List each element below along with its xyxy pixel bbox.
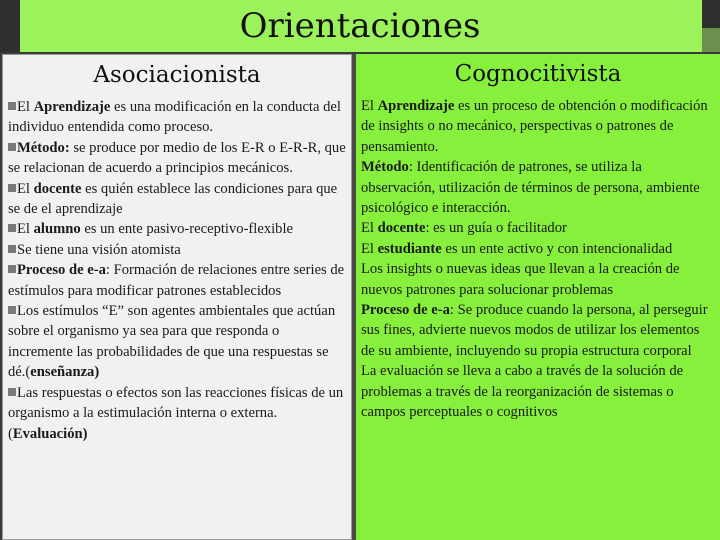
item-text: El [17, 180, 34, 197]
list-item [8, 179, 347, 220]
item-keyword: enseñanza) [30, 364, 100, 381]
list-item [361, 157, 714, 218]
list-item [361, 361, 714, 422]
item-keyword: Proceso de e-a [361, 302, 450, 319]
item-text: Los estímulos “E” son agentes ambientales que actúan sobre el organismo ya sea para que responda o incremente las probabilidades de que una respuestas se dé.( [8, 303, 336, 381]
item-text: : Identificación de patrones, se utiliza la observación, utilización de términos de persona, ambiente psicológico e interacción. [361, 159, 700, 217]
item-text: El [17, 99, 34, 115]
column-heading-right: Cognocitivista [454, 61, 622, 87]
item-text: es quién establece las condiciones para que se de el aprendizaje [8, 180, 338, 218]
item-keyword: docente [377, 220, 426, 237]
item-keyword: docente [33, 180, 82, 197]
list-item [8, 97, 347, 138]
page-title: Orientaciones [239, 6, 481, 46]
item-text: Las respuestas o efectos son las reacciones físicas de un organismo a la estimulación interna o externa.( [8, 384, 344, 442]
item-text: es un ente pasivo-receptivo-flexible [80, 221, 294, 238]
column-body-right [356, 92, 720, 423]
column-cognocitivista [356, 54, 720, 540]
square-bullet-icon [8, 245, 16, 253]
item-text: El [361, 220, 378, 237]
list-item [361, 218, 714, 238]
item-text: Los insights o nuevas ideas que llevan a la creación de nuevos patrones para solucionar problemas [361, 261, 680, 298]
square-bullet-icon [8, 388, 16, 396]
list-item [8, 138, 347, 179]
item-text: : Formación de relaciones entre series de estímulos para modificar patrones establecidos [8, 262, 345, 299]
square-bullet-icon [8, 184, 16, 192]
item-text: : Se produce cuando la persona, al perseguir sus fines, advierte nuevos modos de utilizar los elementos de su ambiente, incluyendo su propia estructura corporal [361, 302, 708, 359]
list-item [8, 301, 347, 383]
item-keyword: alumno [33, 221, 81, 238]
column-heading-left: Asociacionista [93, 62, 261, 88]
item-keyword: Aprendizaje [33, 99, 111, 115]
item-text: El [361, 240, 378, 257]
item-keyword: estudiante [377, 240, 442, 257]
item-keyword: Método: [17, 139, 70, 156]
list-item [361, 239, 714, 259]
item-keyword: Proceso de e-a [17, 262, 106, 279]
item-text: Se tiene una visión atomista [17, 241, 181, 258]
item-text: es una modificación en la conducta del individuo entendida como proceso. [8, 99, 341, 136]
square-bullet-icon [8, 102, 16, 110]
item-text: El [361, 98, 378, 114]
list-item [8, 383, 347, 444]
square-bullet-icon [8, 265, 16, 273]
column-body-left [3, 93, 351, 444]
item-text: se produce por medio de los E-R o E-R-R, que se relacionan de acuerdo a principios mecánicos. [8, 139, 346, 177]
item-text: es un proceso de obtención o modificación de insights o no mecánico, perspectivas o patrones de pensamiento. [361, 98, 708, 155]
list-item [361, 96, 714, 157]
item-text: La evaluación se lleva a cabo a través de la solución de problemas a través de la reorganización de sistemas o campos perceptuales o cognitivos [361, 363, 684, 421]
list-item [361, 300, 714, 361]
item-keyword: Aprendizaje [377, 98, 455, 114]
item-keyword: Evaluación) [12, 425, 88, 442]
item-text: El [17, 221, 34, 238]
square-bullet-icon [8, 143, 16, 151]
column-asociacionista [2, 54, 352, 540]
list-item [361, 259, 714, 300]
item-text: : es un guía o facilitador [425, 220, 567, 237]
list-item [8, 219, 347, 239]
list-item [8, 260, 347, 301]
item-text: es un ente activo y con intencionalidad [441, 240, 673, 257]
square-bullet-icon [8, 224, 16, 232]
square-bullet-icon [8, 306, 16, 314]
list-item [8, 240, 347, 260]
item-keyword: Método [361, 159, 409, 176]
